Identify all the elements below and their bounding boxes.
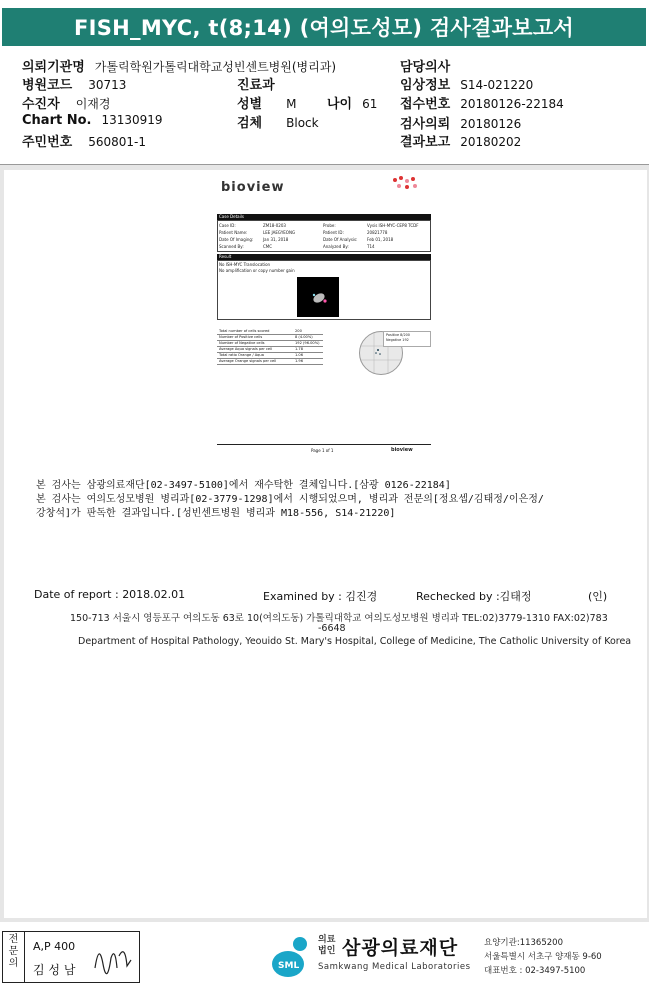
result-line1: No ISH-MYC Translocation — [219, 262, 271, 267]
specialist-name: 김 성 남 — [33, 963, 76, 977]
receipt-field: 접수번호 20180126-22184 — [400, 97, 564, 112]
org-english: Samkwang Medical Laboratories — [318, 962, 471, 972]
result-line2: No amplification or copy number gain — [219, 268, 295, 273]
note-line1: 본 검사는 삼광의료재단[02-3497-5100]에서 재수탁한 결체입니다.[삼광 0126-22184] — [36, 480, 451, 491]
fish-report-image — [215, 172, 433, 455]
org-name: 삼광의료재단 — [342, 937, 459, 959]
org-prefix: 의료 법인 — [318, 935, 336, 956]
doctor-field: 담당의사 — [400, 60, 451, 75]
hospital-field: 의뢰기관명 가톨릭학원가톨릭대학교성빈센트병원(병리과) — [22, 60, 337, 75]
stat-value: 1.06 — [295, 353, 304, 357]
legend-negative: Negative 192 — [386, 338, 409, 342]
note-line3: 강창석]가 판독한 결과입니다.[성빈센트병원 병리과 M18-556, S14-21220] — [36, 508, 396, 519]
specialist-box — [2, 931, 140, 983]
bioview-logo: bioview — [221, 180, 285, 195]
code-field: 병원코드 30713 — [22, 78, 127, 93]
sex-field: 성별 M — [237, 97, 297, 112]
case-left-label: Patient Name: — [219, 230, 248, 235]
fish-cell-image — [297, 277, 339, 317]
age-field: 나이 61 — [327, 97, 378, 112]
address-line1: 150-713 서울시 영등포구 여의도동 63로 10(여의도동) 가톨릭대학교 여의도성모병원 병리과 TEL:02)3779-1310 FAX:02)783 — [70, 613, 608, 624]
stat-value: 8 (4.00%) — [295, 335, 313, 339]
stat-label: Average Aqua signals per cell — [219, 347, 273, 351]
specimen-field: 검체 Block — [237, 116, 319, 131]
case-right-value: 20821778 — [367, 230, 388, 235]
chart-field: Chart No. 13130919 — [22, 113, 163, 128]
case-left-label: Scanned By: — [219, 244, 244, 249]
case-right-value: Vysis ISH-MYC-CEP8 TCDF — [367, 223, 419, 228]
rrn-field: 주민번호 560801-1 — [22, 135, 147, 150]
case-right-value: T14 — [367, 244, 375, 249]
department-en: Department of Hospital Pathology, Yeouido St. Mary's Hospital, College of Medicine, The Catholic University of Korea — [78, 636, 632, 647]
stat-value: 192 (96.00%) — [295, 341, 320, 345]
case-left-value: LEE JAEGYEONG — [263, 230, 296, 235]
dots-icon — [393, 176, 423, 190]
case-left-value: ZM18-0203 — [263, 223, 286, 228]
stat-label: Number of Positive cells — [219, 335, 263, 339]
rechecked-by: Rechecked by :김태정 — [416, 590, 532, 603]
stat-label: Total ratio Orange / Aqua — [219, 353, 264, 357]
examined-by: Examined by : 김진경 — [263, 590, 378, 603]
signature-icon — [91, 938, 135, 978]
seal-mark: (인) — [588, 590, 608, 603]
legend-positive: Positive 8/200 — [386, 333, 410, 337]
report-title: FISH_MYC, t(8;14) (여의도성모) 검사결과보고서 — [2, 8, 646, 46]
subject-field: 수진자 이재경 — [22, 97, 111, 112]
note-line2: 본 검사는 여의도성모병원 병리과[02-3779-1298]에서 시행되었으며, 병리과 전문의[정요셉/김태정/이은정/ — [36, 494, 544, 505]
patient-info — [0, 52, 649, 165]
clinical-field: 임상정보 S14-021220 — [400, 78, 534, 93]
case-right-value: Feb 01, 2018 — [367, 237, 394, 242]
sml-logo-icon — [270, 934, 312, 980]
case-right-label: Probe: — [323, 223, 336, 228]
case-left-value: CMC — [263, 244, 273, 249]
page-label: Page 1 of 1 — [311, 448, 334, 453]
stat-row — [217, 358, 323, 365]
stat-label: Total number of cells scored — [219, 329, 270, 333]
dept-field: 진료과 — [237, 78, 275, 93]
case-right-label: Patient ID: — [323, 230, 344, 235]
stat-value: 1.78 — [295, 347, 304, 351]
result-header: Result — [217, 254, 431, 260]
report-footer-line — [217, 444, 431, 445]
stat-value: 1.96 — [295, 359, 304, 363]
plot-legend — [383, 331, 431, 347]
request-field: 검사의뢰 20180126 — [400, 117, 522, 132]
case-right-label: Date Of Analysis: — [323, 237, 358, 242]
stat-label: Average Orange signals per cell — [219, 359, 277, 363]
address-line2: -6648 — [318, 623, 346, 634]
footer-logo: bioview — [391, 447, 413, 453]
case-left-label: Date Of Imaging: — [219, 237, 254, 242]
org-contact: 요양기관:11365200 서울특별시 서초구 양재동 9-60 대표번호 : 02-3497-5100 — [484, 938, 602, 976]
report-date: Date of report : 2018.02.01 — [34, 588, 186, 601]
case-left-label: Case ID: — [219, 223, 236, 228]
case-left-value: Jan 31, 2018 — [263, 237, 289, 242]
specialist-label: 전 문 의 — [3, 932, 25, 982]
stat-value: 200 — [295, 329, 302, 333]
result-field: 결과보고 20180202 — [400, 135, 522, 150]
stat-label: Number of Negative cells — [219, 341, 265, 345]
svg-text:SML: SML — [278, 961, 300, 971]
ap-number: A,P 400 — [33, 940, 76, 953]
case-header: Case Details — [217, 214, 431, 220]
case-right-label: Analyzed By: — [323, 244, 349, 249]
